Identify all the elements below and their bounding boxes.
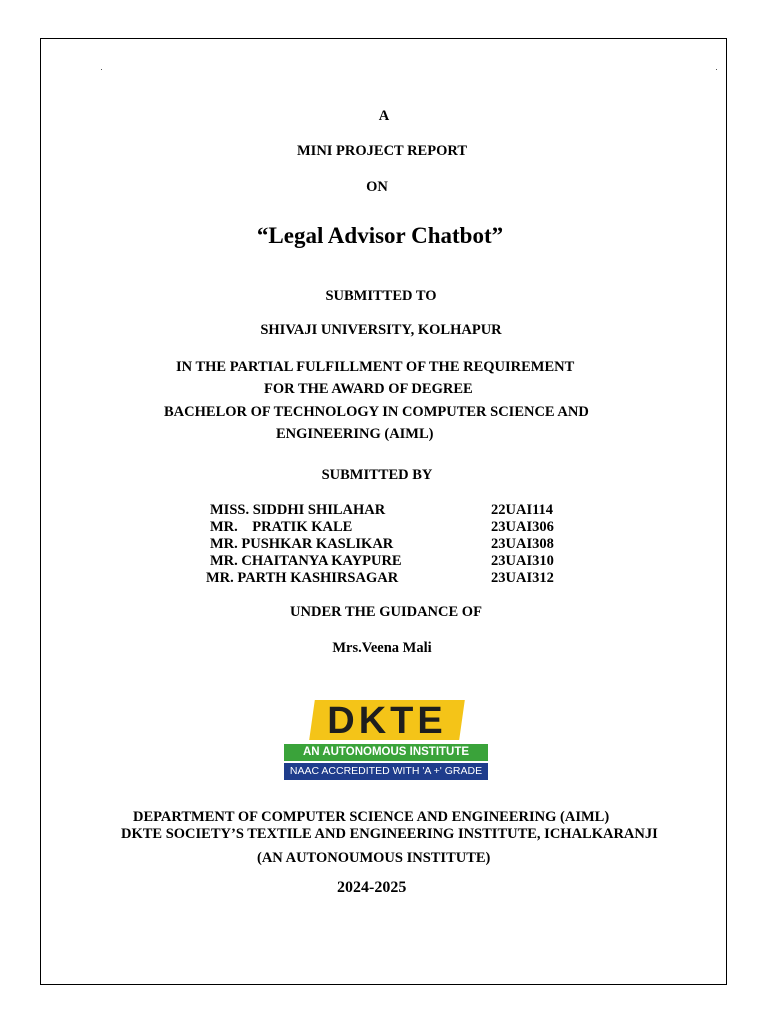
dkte-logo: [284, 700, 488, 782]
line-a: A: [378, 108, 390, 124]
student-name: MR. CHAITANYA KAYPURE: [210, 553, 402, 569]
institute-type: (AN AUTONOUMOUS INSTITUTE): [257, 850, 491, 866]
student-roll: 23UAI312: [491, 570, 554, 586]
student-roll: 23UAI306: [491, 519, 554, 535]
report-type: MINI PROJECT REPORT: [296, 143, 467, 159]
student-roll: 23UAI310: [491, 553, 554, 569]
corner-mark-right: [716, 69, 717, 70]
degree-line-2: ENGINEERING (AIML): [276, 426, 434, 442]
corner-mark-left: [101, 69, 102, 70]
requirement-line-2: FOR THE AWARD OF DEGREE: [264, 381, 473, 397]
project-title: “Legal Advisor Chatbot”: [256, 223, 504, 248]
student-name: MR. PRATIK KALE: [210, 519, 353, 535]
submitted-by-label: SUBMITTED BY: [321, 467, 433, 483]
guide-name: Mrs.Veena Mali: [332, 640, 432, 656]
submitted-to-label: SUBMITTED TO: [325, 288, 437, 304]
logo-tagline: AN AUTONOMOUS INSTITUTE: [284, 744, 488, 761]
line-on: ON: [366, 179, 388, 195]
student-name: MISS. SIDDHI SHILAHAR: [210, 502, 386, 518]
student-name: MR. PUSHKAR KASLIKAR: [210, 536, 394, 552]
logo-accreditation: NAAC ACCREDITED WITH 'A +' GRADE: [284, 763, 488, 780]
requirement-line-1: IN THE PARTIAL FULFILLMENT OF THE REQUIREMENT: [176, 359, 575, 375]
logo-wordmark: DKTE: [327, 700, 447, 742]
academic-year: 2024-2025: [337, 879, 407, 896]
student-roll: 22UAI114: [491, 502, 554, 518]
guidance-label: UNDER THE GUIDANCE OF: [290, 604, 482, 620]
institute-name: DKTE SOCIETY’S TEXTILE AND ENGINEERING INSTITUTE, ICHALKARANJI: [121, 826, 658, 842]
department-name: DEPARTMENT OF COMPUTER SCIENCE AND ENGINEERING (AIML): [133, 809, 610, 825]
student-roll: 23UAI308: [491, 536, 554, 552]
degree-line-1: BACHELOR OF TECHNOLOGY IN COMPUTER SCIENCE AND: [164, 404, 589, 420]
student-name: MR. PARTH KASHIRSAGAR: [206, 570, 399, 586]
university-name: SHIVAJI UNIVERSITY, KOLHAPUR: [260, 322, 502, 338]
